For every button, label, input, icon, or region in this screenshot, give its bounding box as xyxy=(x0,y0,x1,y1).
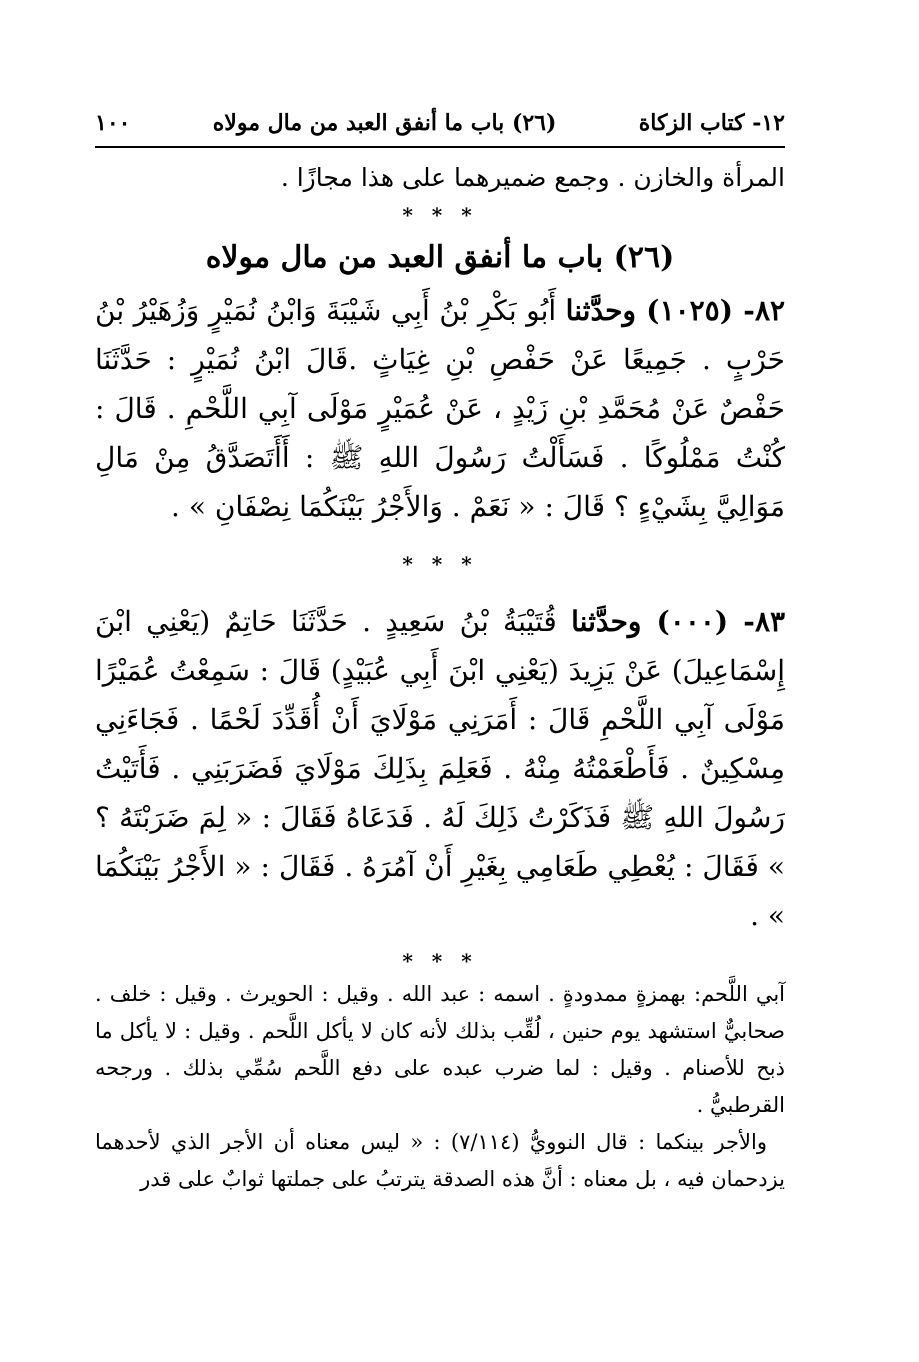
book-page xyxy=(95,110,785,1198)
running-header xyxy=(95,110,785,146)
page-number: ١٠٠ xyxy=(95,110,131,136)
footnote-abi-allahm: آبي اللَّحم: بهمزةٍ ممدودةٍ . اسمه : عبد الله . وقيل : الحويرث . وقيل : خلف . صحابيٌّ استشهد يوم حنين ، لُقِّب بذلك لأنه كان لا يأكل اللَّحم . وقيل : لا يأكل ما ذبح للأصنام . وقيل : لما ضرب عبده على دفع اللَّحم سُمِّي بذلك . ورجحه القرطبيُّ . xyxy=(95,982,785,1117)
chapter-heading: (٢٦) باب ما أنفق العبد من مال مولاه xyxy=(212,110,557,136)
hadith-82-label: ٨٢- (١٠٢٥) وحدَّثنا xyxy=(565,294,786,327)
hadith-83 xyxy=(95,597,785,940)
header-rule xyxy=(95,146,785,148)
hadith-82 xyxy=(95,286,785,531)
footnotes xyxy=(95,976,785,1198)
chapter-title: (٢٦) باب ما أنفق العبد من مال مولاه xyxy=(205,240,675,275)
intro-text: المرأة والخازن . وجمع ضميرهما على هذا مجازًا . xyxy=(280,163,785,192)
hadith-82-text: أَبُو بَكْرِ بْنُ أَبِي شَيْبَةَ وَابْنُ نُمَيْرٍ وَزُهَيْرُ بْنُ حَرْبٍ . جَمِيعًا عَنْ حَفْصِ بْنِ غِيَاثٍ .قَالَ ابْنُ نُمَيْرٍ : حَدَّثَنَا حَفْصٌ عَنْ مُحَمَّدِ بْنِ زَيْدٍ ، عَنْ عُمَيْرٍ مَوْلَى آبِي اللَّحْمِ . قَالَ : كُنْتُ مَمْلُوكًا . فَسَأَلْتُ رَسُولَ اللهِ ﷺ : أَأَتَصَدَّقُ مِنْ مَالِ مَوَالِيَّ بِشَيْءٍ ؟ قَالَ : « نَعَمْ . وَالأَجْرُ بَيْنَكُمَا نِصْفَانِ » . xyxy=(95,294,785,523)
hadith-83-label: ٨٣- (٠٠٠) وحدَّثنا xyxy=(571,605,786,638)
separator-stars: * * * xyxy=(402,203,478,227)
footnote-ajr: والأجر بينكما : قال النوويُّ (٧/١١٤) : « ليس معناه أن الأجر الذي لأحدهما يزدحمان فيه ، بل معناه : أنَّ هذه الصدقة يترتبُ على جملتها ثوابٌ على قدر xyxy=(95,1130,785,1191)
hadith-83-text: قُتَيْبَةُ بْنُ سَعِيدٍ . حَدَّثَنَا حَاتِمٌ (يَعْنِي ابْنَ إِسْمَاعِيلَ) عَنْ يَزِيدَ (يَعْنِي ابْنَ أَبِي عُبَيْدٍ) قَالَ : سَمِعْتُ عُمَيْرًا مَوْلَى آبِي اللَّحْمِ قَالَ : أَمَرَنِي مَوْلَايَ أَنْ أُقَدِّدَ لَحْمًا . فَجَاءَنِي مِسْكِينٌ . فَأَطْعَمْتُهُ مِنْهُ . فَعَلِمَ بِذَلِكَ مَوْلَايَ فَضَرَبَنِي . فَأَتَيْتُ رَسُولَ اللهِ ﷺ فَذَكَرْتُ ذَلِكَ لَهُ . فَدَعَاهُ فَقَالَ : « لِمَ ضَرَبْتَهُ ؟ » فَقَالَ : يُعْطِي طَعَامِي بِغَيْرِ أَنْ آمُرَهُ . فَقَالَ : « الأَجْرُ بَيْنَكُمَا » . xyxy=(95,605,785,932)
book-heading: ١٢- كتاب الزكاة xyxy=(638,110,785,136)
separator-stars: * * * xyxy=(402,949,478,973)
separator-stars: * * * xyxy=(402,552,478,576)
